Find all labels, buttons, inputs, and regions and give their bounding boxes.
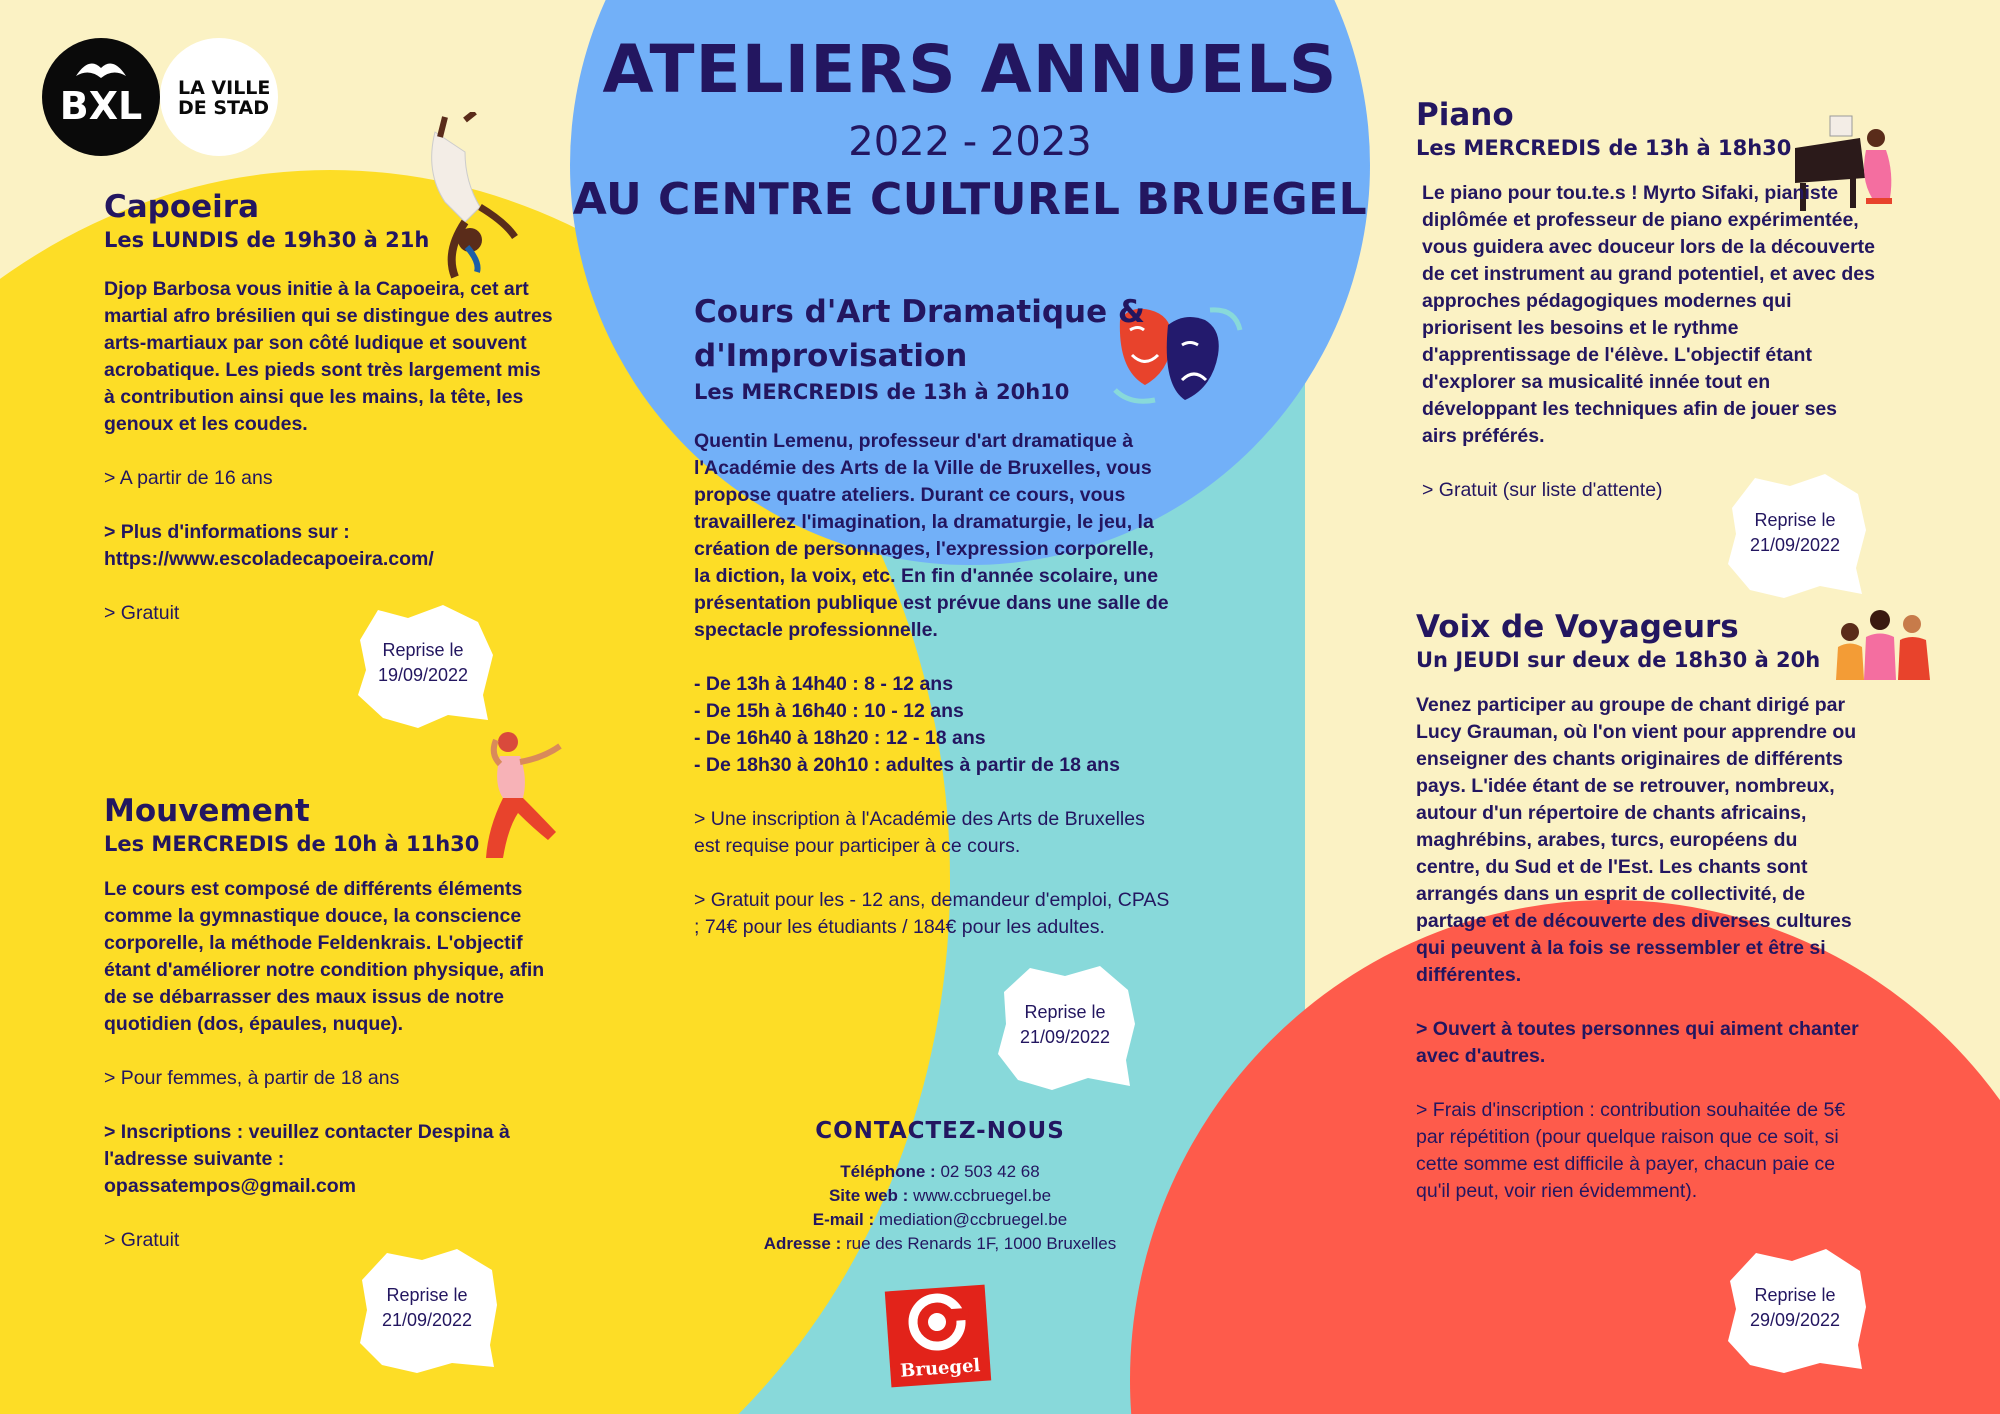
email-label: E-mail : <box>812 1210 875 1229</box>
mouvement-description: Le cours est composé de différents éléments comme la gymnastique douce, la conscience corporelle, la méthode Feldenkrais. L'objectif étant d'améliorer notre condition physique, afin de se débarrasser des maux issus de notre quotidien (dos, épaules, nuque). <box>104 878 545 1035</box>
theatre-title-line1: Cours d'Art Dramatique & <box>694 294 1145 330</box>
bruegel-c-icon <box>885 1285 990 1362</box>
voix-description: Venez participer au groupe de chant dirigé par Lucy Grauman, où l'on vient pour apprendre ou enseigner des chants originaires de différents pays. L'idée étant de se retrouver, nombreux, autour d'un répertoire de chants africains, maghrébins, arabes, turcs, européens du centre, du Sud et de l'Est. Les chants sont arrangés dans un esprit de collectivité, de partage et de découverte des diverses cultures qui peuvent à la fois se ressembler et être si différentes. <box>1416 694 1857 986</box>
contact-web-row <box>720 1184 1160 1208</box>
page-title <box>560 30 1380 228</box>
theatre-reprise-badge <box>990 962 1140 1092</box>
email-link[interactable]: mediation@ccbruegel.be <box>878 1210 1068 1229</box>
theatre-description: Quentin Lemenu, professeur d'art dramatique à l'Académie des Arts de la Ville de Bruxelles, vous propose quatre ateliers. Durant ce cours, vous travaillerez l'imagination, la dramaturgie, le jeu, la création de personnages, l'expression corporelle, la diction, la voix, etc. En fin d'année scolaire, une présentation publique est prévue dans une salle de spectacle professionnelle. <box>694 430 1169 641</box>
theatre-price: > Gratuit pour les - 12 ans, demandeur d'emploi, CPAS ; 74€ pour les étudiants / 184€ pour les adultes. <box>694 889 1170 938</box>
piano-price: > Gratuit (sur liste d'attente) <box>1422 479 1663 501</box>
contact-email-row <box>720 1208 1160 1232</box>
bruegel-logo-text: Bruegel <box>899 1355 981 1382</box>
piano-schedule: Les MERCREDIS de 13h à 18h30 <box>1416 136 1792 160</box>
theatre-slot: - De 15h à 16h40 : 10 - 12 ans <box>694 700 964 722</box>
reprise-label: Reprise le <box>382 640 464 660</box>
reprise-label: Reprise le <box>1024 1002 1106 1022</box>
reprise-date: 21/09/2022 <box>1749 535 1841 555</box>
theatre-schedule: Les MERCREDIS de 13h à 20h10 <box>694 380 1070 404</box>
reprise-label: Reprise le <box>386 1285 468 1305</box>
theatre-slot: - De 16h40 à 18h20 : 12 - 18 ans <box>694 727 986 749</box>
voix-title: Voix de Voyageurs <box>1416 609 1739 645</box>
address-label: Adresse : <box>763 1234 842 1253</box>
capoeira-price: > Gratuit <box>104 602 180 624</box>
voix-reprise-badge <box>1720 1245 1870 1375</box>
address-value: rue des Renards 1F, 1000 Bruxelles <box>845 1234 1117 1253</box>
capoeira-age: > A partir de 16 ans <box>104 467 273 489</box>
reprise-date: 19/09/2022 <box>377 665 469 685</box>
capoeira-schedule: Les LUNDIS de 19h30 à 21h <box>104 228 430 252</box>
title-venue: AU CENTRE CULTUREL BRUEGEL <box>572 174 1368 225</box>
reprise-date: 21/09/2022 <box>381 1310 473 1330</box>
theatre-slot: - De 18h30 à 20h10 : adultes à partir de 18 ans <box>694 754 1120 776</box>
phone-label: Téléphone : <box>840 1162 936 1181</box>
theatre-slot: - De 13h à 14h40 : 8 - 12 ans <box>694 673 954 695</box>
mouvement-reprise-badge <box>352 1245 502 1375</box>
bxl-logo-text: BXL <box>59 84 143 128</box>
mouvement-section <box>104 792 559 1254</box>
bruegel-logo <box>885 1285 991 1388</box>
ville-logo-line1: LA VILLE <box>178 77 271 99</box>
piano-section <box>1416 96 1876 504</box>
contact-address-row <box>720 1232 1160 1256</box>
contact-title: CONTACTEZ-NOUS <box>815 1118 1065 1144</box>
theatre-section <box>694 290 1174 941</box>
mouvement-email[interactable]: opassatempos@gmail.com <box>104 1175 357 1197</box>
theatre-slots <box>694 671 1174 779</box>
theatre-title-line2: d'Improvisation <box>694 338 968 374</box>
reprise-date: 29/09/2022 <box>1749 1310 1841 1330</box>
piano-title: Piano <box>1416 97 1514 133</box>
reprise-label: Reprise le <box>1754 510 1836 530</box>
capoeira-title: Capoeira <box>104 189 260 225</box>
capoeira-reprise-badge <box>348 600 498 730</box>
bird-icon <box>71 54 131 84</box>
theatre-inscription: > Une inscription à l'Académie des Arts de Bruxelles est requise pour participer à ce cours. <box>694 808 1145 857</box>
mouvement-price: > Gratuit <box>104 1229 180 1251</box>
reprise-label: Reprise le <box>1754 1285 1836 1305</box>
capoeira-info-link[interactable]: https://www.escoladecapoeira.com/ <box>104 548 434 570</box>
capoeira-info-label: > Plus d'informations sur : <box>104 521 350 543</box>
ville-logo <box>160 38 278 156</box>
web-label: Site web : <box>828 1186 909 1205</box>
bxl-logo <box>42 38 160 156</box>
title-year: 2022 - 2023 <box>848 119 1092 165</box>
mouvement-schedule: Les MERCREDIS de 10h à 11h30 <box>104 832 480 856</box>
voix-open: > Ouvert à toutes personnes qui aiment chanter avec d'autres. <box>1416 1018 1859 1067</box>
title-main: ATELIERS ANNUELS <box>602 31 1338 108</box>
web-link[interactable]: www.ccbruegel.be <box>913 1186 1052 1205</box>
phone-value[interactable]: 02 503 42 68 <box>940 1162 1040 1181</box>
reprise-date: 21/09/2022 <box>1019 1027 1111 1047</box>
capoeira-section <box>104 188 554 627</box>
voix-price: > Frais d'inscription : contribution souhaitée de 5€ par répétition (pour quelque raison que ce soit, si cette somme est difficile à payer, chacun paie ce qu'il peut, voir rien évidemment). <box>1416 1099 1846 1202</box>
mouvement-audience: > Pour femmes, à partir de 18 ans <box>104 1067 400 1089</box>
voix-schedule: Un JEUDI sur deux de 18h30 à 20h <box>1416 648 1821 672</box>
ville-logo-line2: DE STAD <box>178 97 270 119</box>
voix-section <box>1416 608 1866 1205</box>
contact-phone-row <box>720 1160 1160 1184</box>
piano-reprise-badge <box>1720 470 1870 600</box>
piano-description: Le piano pour tou.te.s ! Myrto Sifaki, pianiste diplômée et professeur de piano expérimentée, vous guidera avec douceur lors de la découverte de cet instrument au grand potentiel, et avec des approches pédagogiques modernes qui priorisent les besoins et le rythme d'apprentissage de l'élève. L'objectif étant d'explorer sa musicalité innée tout en développant les techniques afin de jouer ses airs préférés. <box>1422 182 1875 447</box>
mouvement-inscription: > Inscriptions : veuillez contacter Despina à l'adresse suivante : <box>104 1121 510 1170</box>
mouvement-title: Mouvement <box>104 793 310 829</box>
contact-section <box>720 1118 1160 1256</box>
capoeira-description: Djop Barbosa vous initie à la Capoeira, cet art martial afro brésilien qui se distingue des autres arts-martiaux par son côté ludique et souvent acrobatique. Les pieds sont très largement mis à contribution ainsi que les mains, la tête, les genoux et les coudes. <box>104 278 553 435</box>
